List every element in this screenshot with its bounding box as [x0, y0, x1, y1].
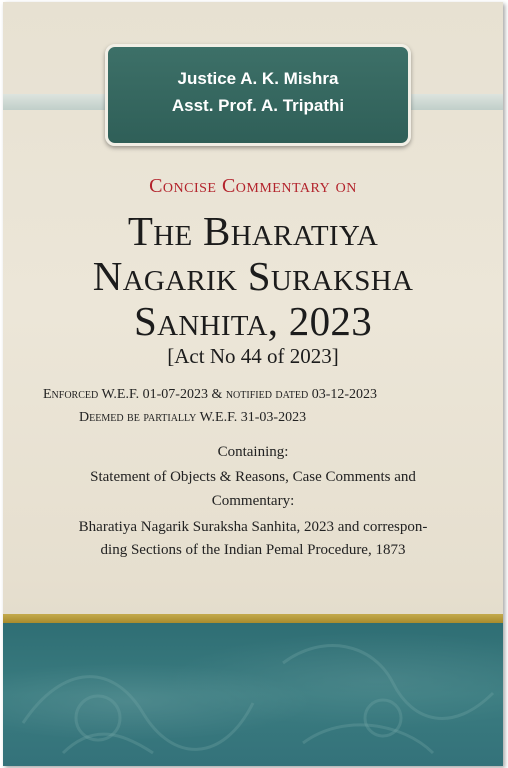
author-name: Justice A. K. Mishra — [177, 69, 339, 88]
containing-heading: Containing: — [217, 444, 289, 460]
containing-line: Statement of Objects & Reasons, Case Comments and — [90, 469, 416, 485]
enforced-line: Enforced W.E.F. 01-07-2023 & notified dated 03-12-2023 — [43, 387, 378, 402]
containing-line: Bharatiya Nagarik Suraksha Sanhita, 2023 and correspon- — [78, 519, 428, 535]
gold-band — [3, 614, 503, 623]
author-box — [105, 44, 411, 146]
author-name: Asst. Prof. A. Tripathi — [171, 96, 345, 115]
containing-line: Commentary: — [211, 493, 295, 509]
cover-title-line: The Bharatiya — [127, 208, 379, 254]
containing-line: ding Sections of the Indian Pemal Procedure, 1873 — [100, 542, 406, 558]
cover-title-line: Nagarik Suraksha — [92, 253, 414, 299]
book-cover — [3, 2, 503, 766]
cover-title-line: Sanhita, 2023 — [133, 298, 373, 344]
teal-pattern-band — [3, 623, 503, 766]
swirl-pattern-icon — [3, 623, 503, 766]
enforced-line: Deemed be partially W.E.F. 31-03-2023 — [79, 410, 307, 425]
cover-subtitle: Concise Commentary on — [149, 175, 357, 197]
act-number: [Act No 44 of 2023] — [167, 344, 339, 368]
